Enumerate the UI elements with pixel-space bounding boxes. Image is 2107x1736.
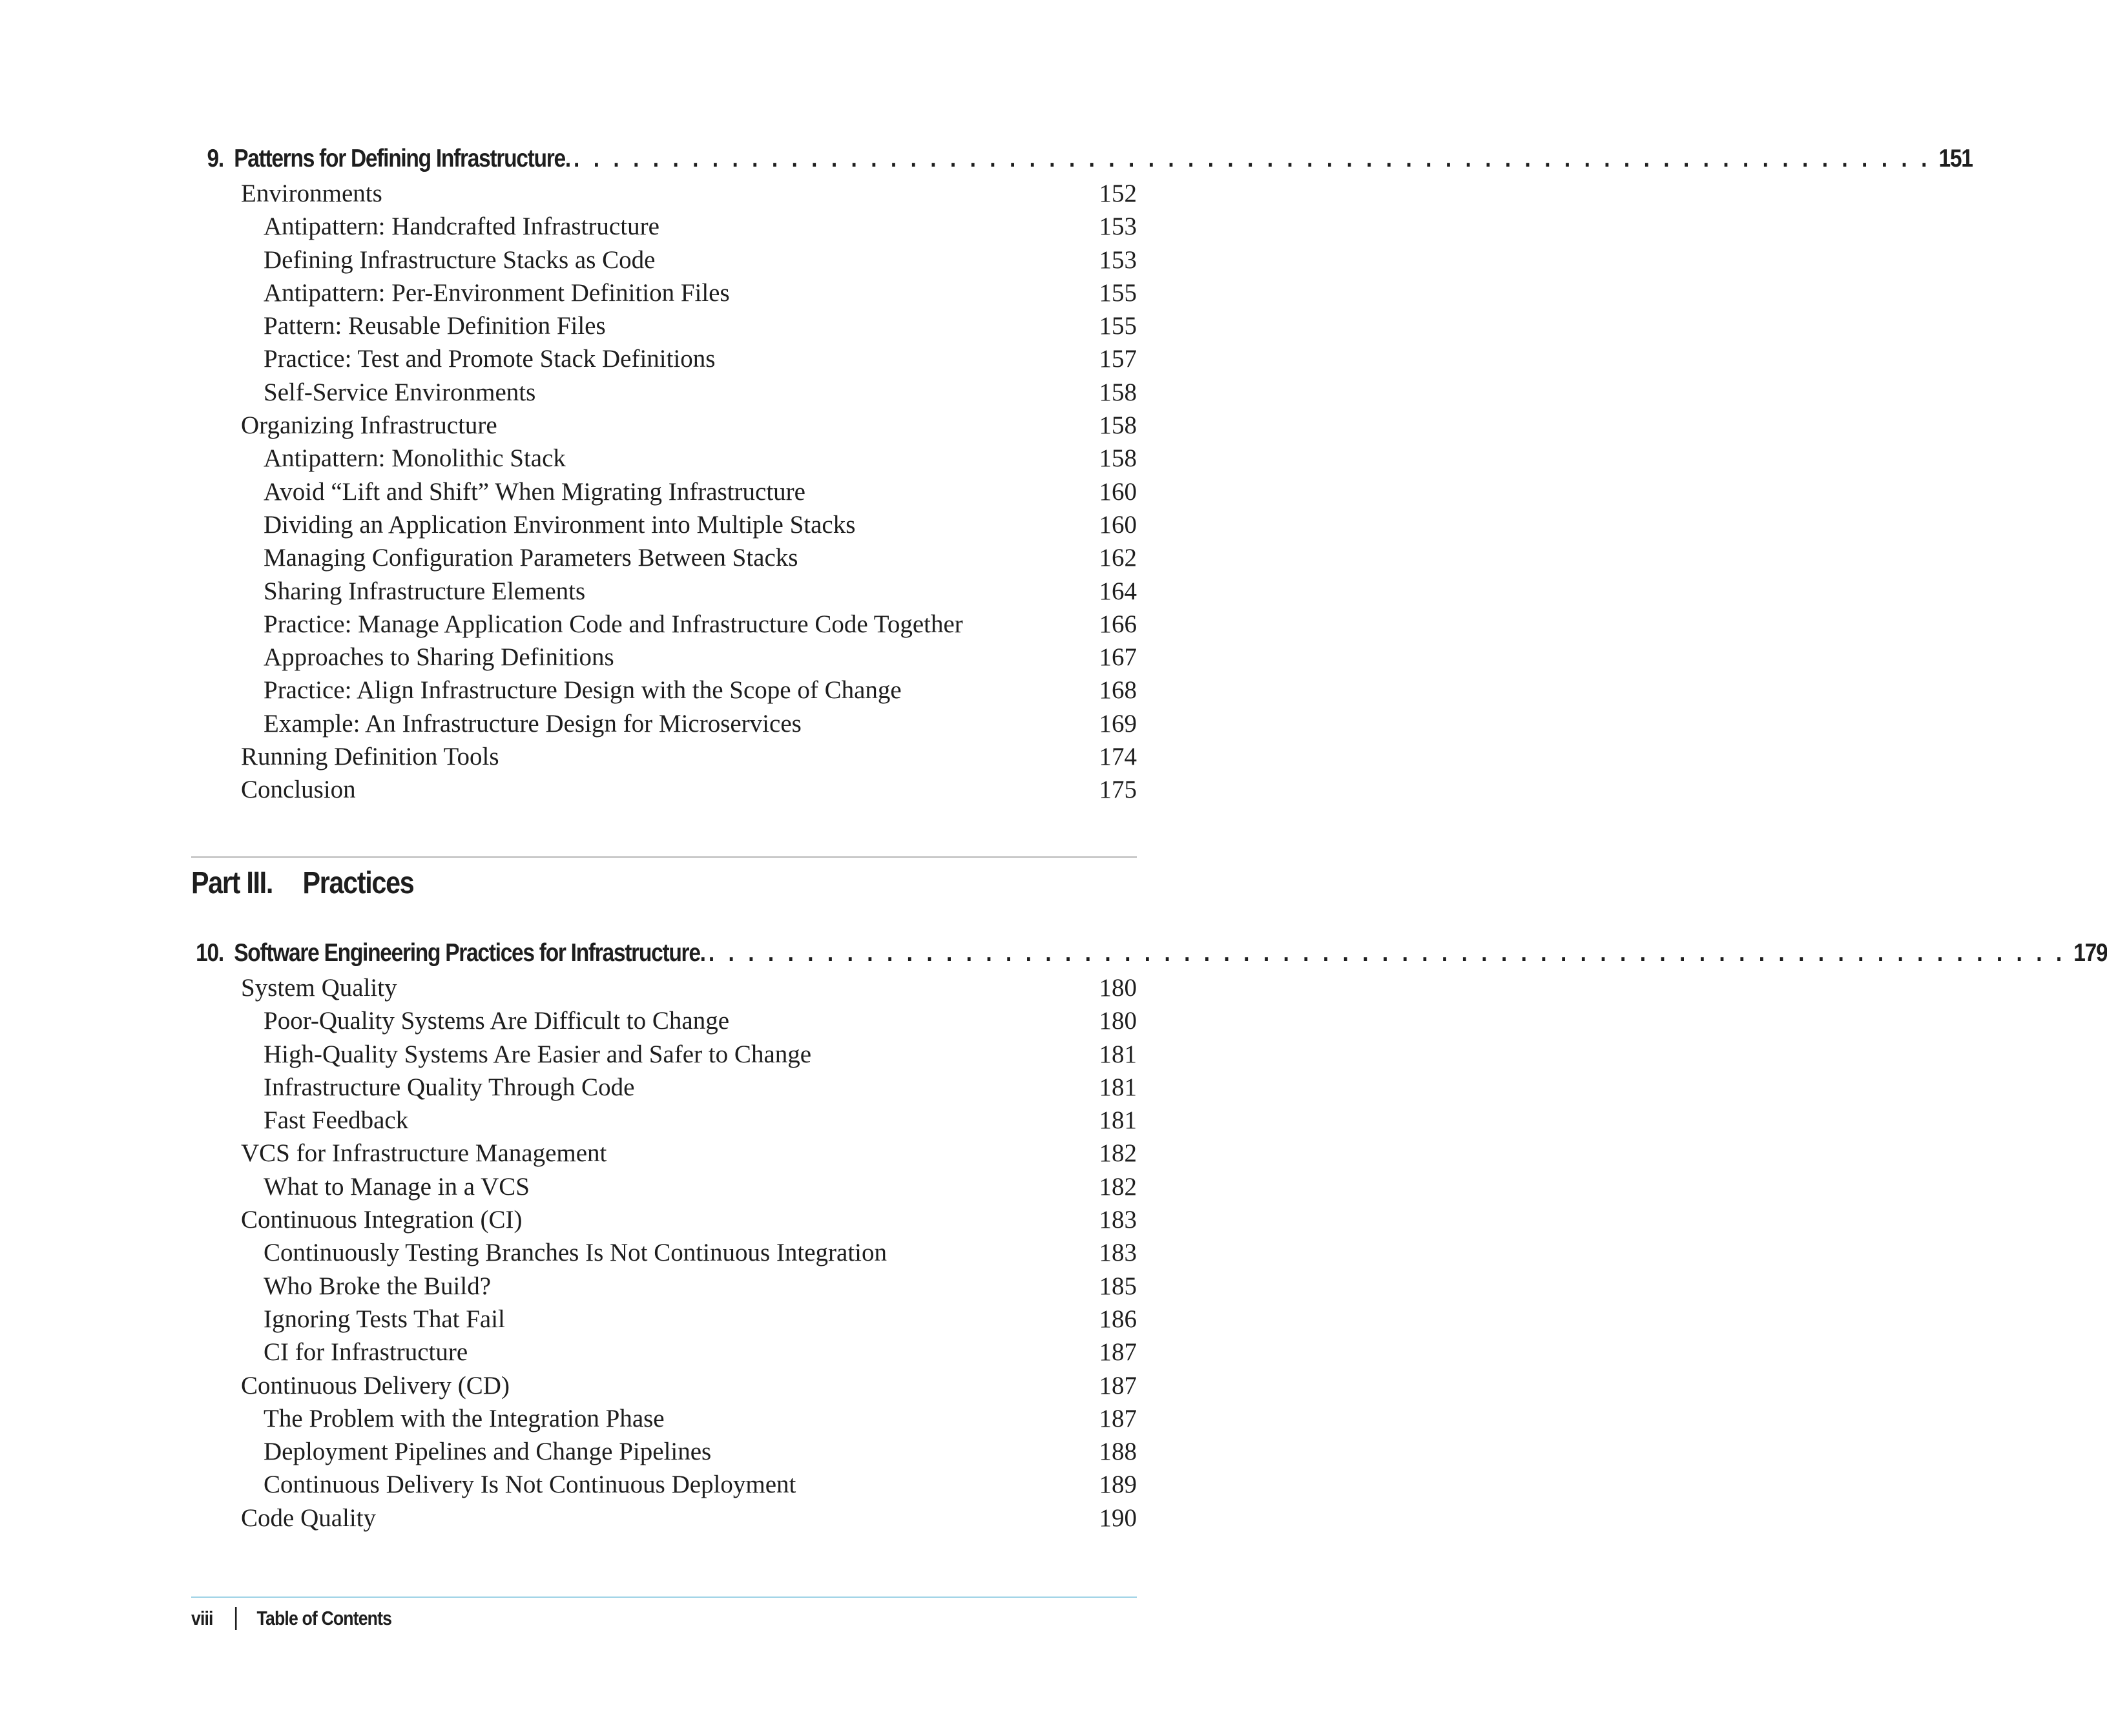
- entry-title: Running Definition Tools: [241, 743, 499, 771]
- toc-subsection-entry[interactable]: [191, 707, 1137, 740]
- entry-page-number: 186: [1099, 1305, 1137, 1333]
- entry-page-number: 188: [1099, 1438, 1137, 1466]
- entry-page-number: 187: [1099, 1338, 1137, 1367]
- entry-page-number: 183: [1099, 1206, 1137, 1234]
- part-heading[interactable]: [191, 865, 413, 901]
- entry-page-number: 181: [1099, 1040, 1137, 1068]
- entry-page-number: 152: [1099, 180, 1137, 207]
- entry-title: Defining Infrastructure Stacks as Code: [264, 245, 656, 274]
- toc-section-entry[interactable]: [191, 1502, 1137, 1534]
- entry-page-number: 155: [1099, 278, 1137, 307]
- dot-leader: . . . . . . . . . . . . . . . . . . . . . . . . . . . . . . . . . . . . . . . . . . . . . . . . . . . . . . . . . . . . . . . . . . . . .: [574, 145, 1931, 172]
- entry-page-number: 153: [1099, 212, 1137, 241]
- toc-subsection-entry[interactable]: [191, 608, 1137, 641]
- entry-page-number: 190: [1099, 1504, 1137, 1532]
- entry-title: Continuous Delivery Is Not Continuous Deployment: [264, 1471, 796, 1499]
- entry-title: Poor-Quality Systems Are Difficult to Change: [264, 1007, 730, 1035]
- entry-page-number: 158: [1099, 411, 1137, 440]
- toc-section-entry[interactable]: [191, 971, 1137, 1004]
- entry-title: Infrastructure Quality Through Code: [264, 1073, 635, 1101]
- entry-title: Self-Service Environments: [264, 378, 536, 406]
- toc-subsection-entry[interactable]: [191, 541, 1137, 574]
- toc-subsection-entry[interactable]: [191, 1468, 1137, 1501]
- entry-title: Who Broke the Build?: [264, 1272, 492, 1300]
- entry-page-number: 157: [1099, 345, 1137, 373]
- entry-page-number: 155: [1099, 312, 1137, 340]
- entry-title: Practice: Manage Application Code and Infrastructure Code Together: [264, 610, 963, 638]
- toc-subsection-entry[interactable]: [191, 1402, 1137, 1435]
- toc-subsection-entry[interactable]: [191, 210, 1137, 243]
- entry-page-number: 158: [1099, 378, 1137, 406]
- toc-subsection-entry[interactable]: [191, 1336, 1137, 1369]
- entry-page-number: 153: [1099, 245, 1137, 274]
- part-name: Practices: [302, 866, 414, 900]
- entry-title: Code Quality: [241, 1504, 377, 1532]
- dot-leader: . . . . . . . . . . . . . . . . . . . . . . . . . . . . . . . . . . . . . . . . . . . . . . . . . . . . . . . . . . . . . . . . . . . . .: [708, 939, 2066, 967]
- chapter-10-entries: [191, 971, 1137, 1534]
- toc-section-entry[interactable]: [191, 740, 1137, 773]
- entry-page-number: 181: [1099, 1073, 1137, 1101]
- entry-title: Antipattern: Handcrafted Infrastructure: [264, 212, 659, 241]
- toc-section-entry[interactable]: [191, 409, 1137, 442]
- running-footer-title: Table of Contents: [256, 1607, 392, 1629]
- entry-title: CI for Infrastructure: [264, 1338, 468, 1367]
- toc-section-entry[interactable]: [191, 1137, 1137, 1170]
- entry-title: Continuously Testing Branches Is Not Continuous Integration: [264, 1239, 887, 1267]
- entry-title: Continuous Delivery (CD): [241, 1371, 510, 1400]
- entry-page-number: 160: [1099, 477, 1137, 506]
- toc-subsection-entry[interactable]: [191, 342, 1137, 375]
- entry-page-number: 187: [1099, 1371, 1137, 1400]
- chapter-title: Software Engineering Practices for Infrastructure.: [234, 939, 705, 967]
- entry-title: VCS for Infrastructure Management: [241, 1139, 607, 1168]
- toc-subsection-entry[interactable]: [191, 1435, 1137, 1468]
- footer-rule: [191, 1596, 1137, 1598]
- chapter-page-number: 179: [2073, 939, 2107, 967]
- toc-subsection-entry[interactable]: [191, 1071, 1137, 1104]
- toc-subsection-entry[interactable]: [191, 475, 1137, 508]
- entry-title: Environments: [241, 180, 382, 207]
- entry-title: High-Quality Systems Are Easier and Safer to Change: [264, 1040, 812, 1068]
- toc-subsection-entry[interactable]: [191, 508, 1137, 541]
- entry-title: Example: An Infrastructure Design for Microservices: [264, 709, 802, 738]
- toc-subsection-entry[interactable]: [191, 1270, 1137, 1303]
- entry-page-number: 160: [1099, 510, 1137, 539]
- entry-title: System Quality: [241, 974, 397, 1002]
- entry-title: Practice: Test and Promote Stack Definitions: [264, 345, 716, 373]
- entry-page-number: 166: [1099, 610, 1137, 638]
- entry-page-number: 175: [1099, 776, 1137, 804]
- entry-title: Antipattern: Per-Environment Definition Files: [264, 278, 730, 307]
- entry-page-number: 189: [1099, 1471, 1137, 1499]
- toc-subsection-entry[interactable]: [191, 641, 1137, 674]
- entry-page-number: 180: [1099, 1007, 1137, 1035]
- entry-title: Pattern: Reusable Definition Files: [264, 312, 606, 340]
- toc-section-entry[interactable]: [191, 1369, 1137, 1402]
- entry-title: The Problem with the Integration Phase: [264, 1404, 665, 1432]
- page-footer: [191, 1604, 391, 1633]
- entry-title: Dividing an Application Environment into Multiple Stacks: [264, 510, 856, 539]
- toc-subsection-entry[interactable]: [191, 1004, 1137, 1037]
- chapter-9-entries: [191, 177, 1137, 807]
- entry-page-number: 169: [1099, 709, 1137, 738]
- part-divider: [191, 856, 1137, 858]
- chapter-10: [191, 935, 2107, 1534]
- toc-subsection-entry[interactable]: [191, 1038, 1137, 1071]
- entry-page-number: 187: [1099, 1404, 1137, 1432]
- entry-page-number: 185: [1099, 1272, 1137, 1300]
- entry-page-number: 158: [1099, 444, 1137, 473]
- entry-title: What to Manage in a VCS: [264, 1172, 530, 1201]
- chapter-page-number: 151: [1938, 145, 1973, 172]
- entry-title: Continuous Integration (CI): [241, 1206, 523, 1234]
- part-label: Part III.: [191, 866, 273, 900]
- entry-page-number: 182: [1099, 1139, 1137, 1168]
- toc-subsection-entry[interactable]: [191, 1303, 1137, 1336]
- toc-subsection-entry[interactable]: [191, 243, 1137, 276]
- entry-title: Deployment Pipelines and Change Pipelines: [264, 1438, 712, 1466]
- entry-title: Approaches to Sharing Definitions: [264, 643, 614, 672]
- entry-title: Practice: Align Infrastructure Design with the Scope of Change: [264, 676, 902, 705]
- footer-separator: [235, 1607, 237, 1630]
- entry-page-number: 174: [1099, 743, 1137, 771]
- entry-page-number: 167: [1099, 643, 1137, 672]
- entry-page-number: 183: [1099, 1239, 1137, 1267]
- toc-subsection-entry[interactable]: [191, 276, 1137, 309]
- entry-title: Sharing Infrastructure Elements: [264, 577, 586, 605]
- toc-subsection-entry[interactable]: [191, 674, 1137, 707]
- toc-subsection-entry[interactable]: [191, 376, 1137, 409]
- entry-title: Ignoring Tests That Fail: [264, 1305, 505, 1333]
- chapter-heading[interactable]: [191, 935, 2107, 971]
- toc-subsection-entry[interactable]: [191, 1104, 1137, 1137]
- chapter-9: [191, 141, 1973, 807]
- entry-title: Managing Configuration Parameters Between Stacks: [264, 544, 798, 572]
- chapter-number: 9.: [207, 145, 223, 172]
- entry-page-number: 181: [1099, 1106, 1137, 1135]
- entry-title: Avoid “Lift and Shift” When Migrating Infrastructure: [264, 477, 805, 506]
- toc-subsection-entry[interactable]: [191, 1236, 1137, 1269]
- chapter-number: 10.: [196, 939, 223, 967]
- toc-section-entry[interactable]: [191, 1203, 1137, 1236]
- entry-page-number: 180: [1099, 974, 1137, 1002]
- toc-subsection-entry[interactable]: [191, 1170, 1137, 1203]
- entry-title: Organizing Infrastructure: [241, 411, 497, 440]
- entry-page-number: 164: [1099, 577, 1137, 605]
- toc-section-entry[interactable]: [191, 177, 1137, 210]
- toc-section-entry[interactable]: [191, 773, 1137, 806]
- entry-title: Fast Feedback: [264, 1106, 409, 1135]
- entry-page-number: 182: [1099, 1172, 1137, 1201]
- entry-page-number: 168: [1099, 676, 1137, 705]
- toc-subsection-entry[interactable]: [191, 442, 1137, 475]
- entry-title: Conclusion: [241, 776, 356, 804]
- folio: viii: [191, 1607, 213, 1629]
- entry-title: Antipattern: Monolithic Stack: [264, 444, 566, 473]
- toc-subsection-entry[interactable]: [191, 309, 1137, 342]
- entry-page-number: 162: [1099, 544, 1137, 572]
- chapter-title: Patterns for Defining Infrastructure.: [234, 145, 570, 172]
- toc-subsection-entry[interactable]: [191, 575, 1137, 608]
- chapter-heading[interactable]: [191, 141, 1973, 177]
